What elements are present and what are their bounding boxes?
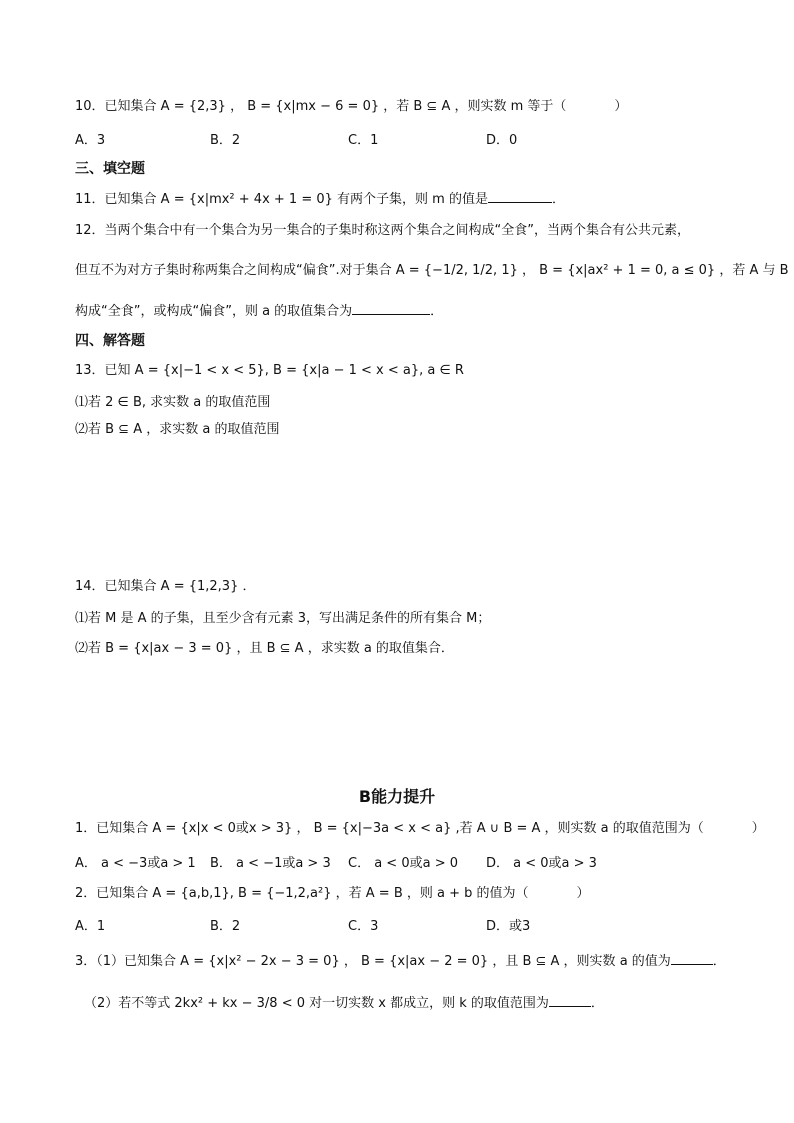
b1-option-d: D． a < 0或a > 3	[486, 856, 597, 871]
b3-part1-period: ．	[712, 954, 726, 969]
q13-stem: 13．已知 A = {x|−1 < x < 5}, B = {x|a − 1 < x < a}, a ∈ R	[75, 363, 464, 378]
q11-stem	[75, 190, 565, 209]
q10-option-d: D．0	[486, 133, 518, 148]
b1-stem	[75, 820, 765, 838]
q12-line2: 但互不为对方子集时称两集合之间构成“偏食”.对于集合 A = {−1/2, 1/2, 1} ， B = {x|ax² + 1 = 0, a ≤ 0} ，若 A 与 B	[75, 263, 789, 278]
q10-option-b: B．2	[210, 133, 241, 148]
b2-option-a: A．1	[75, 919, 106, 934]
b2-option-b: B．2	[210, 919, 241, 934]
b1-option-c: C． a < 0或a > 0	[348, 856, 458, 871]
q10-option-c: C．1	[348, 133, 379, 148]
section-heading-solve: 四、解答题	[75, 333, 145, 349]
q13-part2: ⑵若 B ⊆ A ，求实数 a 的取值范围	[75, 422, 280, 437]
q12-line3	[75, 302, 443, 321]
b3-part1-blank[interactable]	[671, 952, 713, 965]
b2-close: ）	[576, 886, 590, 901]
b3-part2-period: ．	[590, 996, 604, 1011]
b1-option-a: A． a < −3或a > 1	[75, 856, 196, 871]
b3-part2	[84, 994, 604, 1013]
q12-answer-blank[interactable]	[352, 302, 430, 315]
b2-stem	[75, 885, 590, 903]
q14-stem: 14．已知集合 A = {1,2,3} ．	[75, 579, 256, 594]
section-heading-fill-blank: 三、填空题	[75, 161, 145, 177]
b3-part1	[75, 952, 726, 971]
b3-part2-blank[interactable]	[549, 994, 591, 1007]
b1-option-b: B． a < −1或a > 3	[210, 856, 331, 871]
q10-stem	[75, 98, 627, 116]
q11-answer-blank[interactable]	[488, 190, 552, 203]
b2-option-d: D．或3	[486, 919, 531, 934]
q13-part1: ⑴若 2 ∈ B, 求实数 a 的取值范围	[75, 395, 271, 410]
b2-stem-text: 2．已知集合 A = {a,b,1}, B = {−1,2,a²} ，若 A = B ，则 a + b 的值为（	[75, 886, 529, 901]
b2-option-c: C．3	[348, 919, 379, 934]
q11-period: ．	[551, 192, 565, 207]
b1-stem-text: 1．已知集合 A = {x|x < 0或x > 3} ， B = {x|−3a < x < a} ,若 A ∪ B = A ，则实数 a 的取值范围为（	[75, 821, 704, 836]
q14-part2: ⑵若 B = {x|ax − 3 = 0} ，且 B ⊆ A ，求实数 a 的取值集合．	[75, 641, 454, 656]
q10-close: ）	[614, 99, 628, 114]
b3-part2-text: （2）若不等式 2kx² + kx − 3/8 < 0 对一切实数 x 都成立，则 k 的取值范围为	[84, 996, 549, 1011]
q10-option-a: A．3	[75, 133, 106, 148]
q12-line3-text: 构成“全食”，或构成“偏食”，则 a 的取值集合为	[75, 304, 353, 319]
b1-close: ）	[751, 821, 765, 836]
q12-line1: 12．当两个集合中有一个集合为另一集合的子集时称这两个集合之间构成“全食”，当两个集合有公共元素，	[75, 223, 691, 238]
section-title-ability: B能力提升	[358, 787, 436, 806]
q11-text: 11．已知集合 A = {x|mx² + 4x + 1 = 0} 有两个子集，则 m 的值是	[75, 192, 488, 207]
b3-part1-text: 3．（1）已知集合 A = {x|x² − 2x − 3 = 0} ， B = {x|ax − 2 = 0} ，且 B ⊆ A ，则实数 a 的值为	[75, 954, 671, 969]
q14-part1: ⑴若 M 是 A 的子集，且至少含有元素 3，写出满足条件的所有集合 M；	[75, 611, 491, 626]
q10-stem-text: 10．已知集合 A = {2,3} ， B = {x|mx − 6 = 0} ，若 B ⊆ A ，则实数 m 等于（	[75, 99, 567, 114]
q12-period: ．	[430, 304, 444, 319]
